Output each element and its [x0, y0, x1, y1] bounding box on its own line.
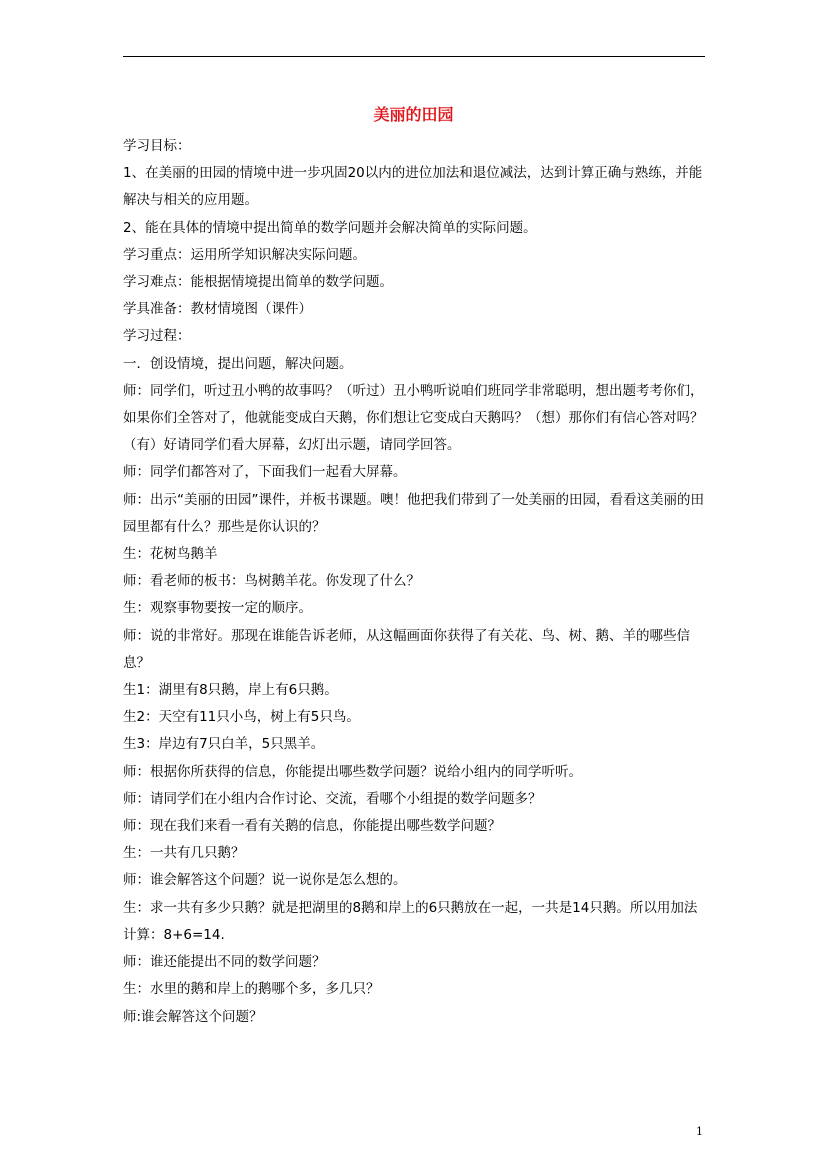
paragraph: 生：一共有几只鹅？: [123, 845, 245, 862]
paragraph: 生：观察事物要按一定的顺序。: [123, 600, 312, 617]
page-number: 1: [696, 1125, 703, 1138]
paragraph: 师：出示“美丽的田园”课件，并板书课题。噢！他把我们带到了一处美丽的田园，看看这美丽的田园里都有什么？那些是你认识的？: [123, 491, 704, 535]
paragraph: 学习重点：运用所学知识解决实际问题。: [123, 246, 366, 263]
paragraph: 师：现在我们来看一看有关鹅的信息，你能提出哪些数学问题？: [123, 818, 501, 835]
paragraph: 生1：湖里有8只鹅，岸上有6只鹅。: [123, 682, 338, 699]
paragraph: 师：同学们都答对了，下面我们一起看大屏幕。: [123, 464, 407, 481]
paragraph: 生：水里的鹅和岸上的鹅哪个多，多几只？: [123, 981, 380, 998]
paragraph: 生3：岸边有7只白羊，5只黑羊。: [123, 736, 325, 753]
paragraph: 师：请同学们在小组内合作讨论、交流，看哪个小组提的数学问题多？: [123, 790, 542, 807]
header-rule: [123, 56, 705, 57]
paragraph: 学习目标：: [123, 138, 191, 154]
paragraph: 学习过程：: [123, 328, 191, 345]
paragraph: 师：看老师的板书：鸟树鹅羊花。你发现了什么？: [123, 573, 420, 590]
paragraph: 1、在美丽的田园的情境中进一步巩固20以内的进位加法和退位减法，达到计算正确与熟练，并能解决与相关的应用题。: [123, 165, 703, 209]
paragraph: 师:谁会解答这个问题？: [123, 1008, 263, 1025]
paragraph: 一．创设情境，提出问题，解决问题。: [123, 355, 353, 372]
paragraph: 2、能在具体的情境中提出简单的数学问题并会解决简单的实际问题。: [123, 219, 537, 236]
paragraph: 师：根据你所获得的信息，你能提出哪些数学问题？说给小组内的同学听听。: [123, 763, 582, 780]
paragraph: 生2：天空有11只小鸟，树上有5只鸟。: [123, 709, 360, 726]
paragraph: 生：求一共有多少只鹅？就是把湖里的8鹅和岸上的6只鹅放在一起，一共是14只鹅。所以用加法计算：8+6=14.: [123, 899, 698, 943]
paragraph: 师：说的非常好。那现在谁能告诉老师，从这幅画面你获得了有关花、鸟、树、鹅、羊的哪些信息？: [123, 627, 690, 671]
paragraph: 生：花树鸟鹅羊: [123, 546, 218, 563]
document-title: 美丽的田园: [373, 105, 454, 124]
paragraph: 师：谁会解答这个问题？说一说你是怎么想的。: [123, 872, 407, 889]
paragraph: 学具准备：教材情境图（课件）: [123, 301, 312, 318]
paragraph: 学习难点：能根据情境提出简单的数学问题。: [123, 274, 393, 291]
document-body: [123, 133, 705, 1031]
paragraph: 师：同学们，听过丑小鸭的故事吗？（听过）丑小鸭听说咱们班同学非常聪明，想出题考考你们，如果你们全答对了，他就能变成白天鹅，你们想让它变成白天鹅吗？（想）那你们有信心答对吗？（有）好请同学们看大屏幕，幻灯出示题，请同学回答。: [123, 382, 704, 454]
paragraph: 师：谁还能提出不同的数学问题？: [123, 954, 326, 971]
